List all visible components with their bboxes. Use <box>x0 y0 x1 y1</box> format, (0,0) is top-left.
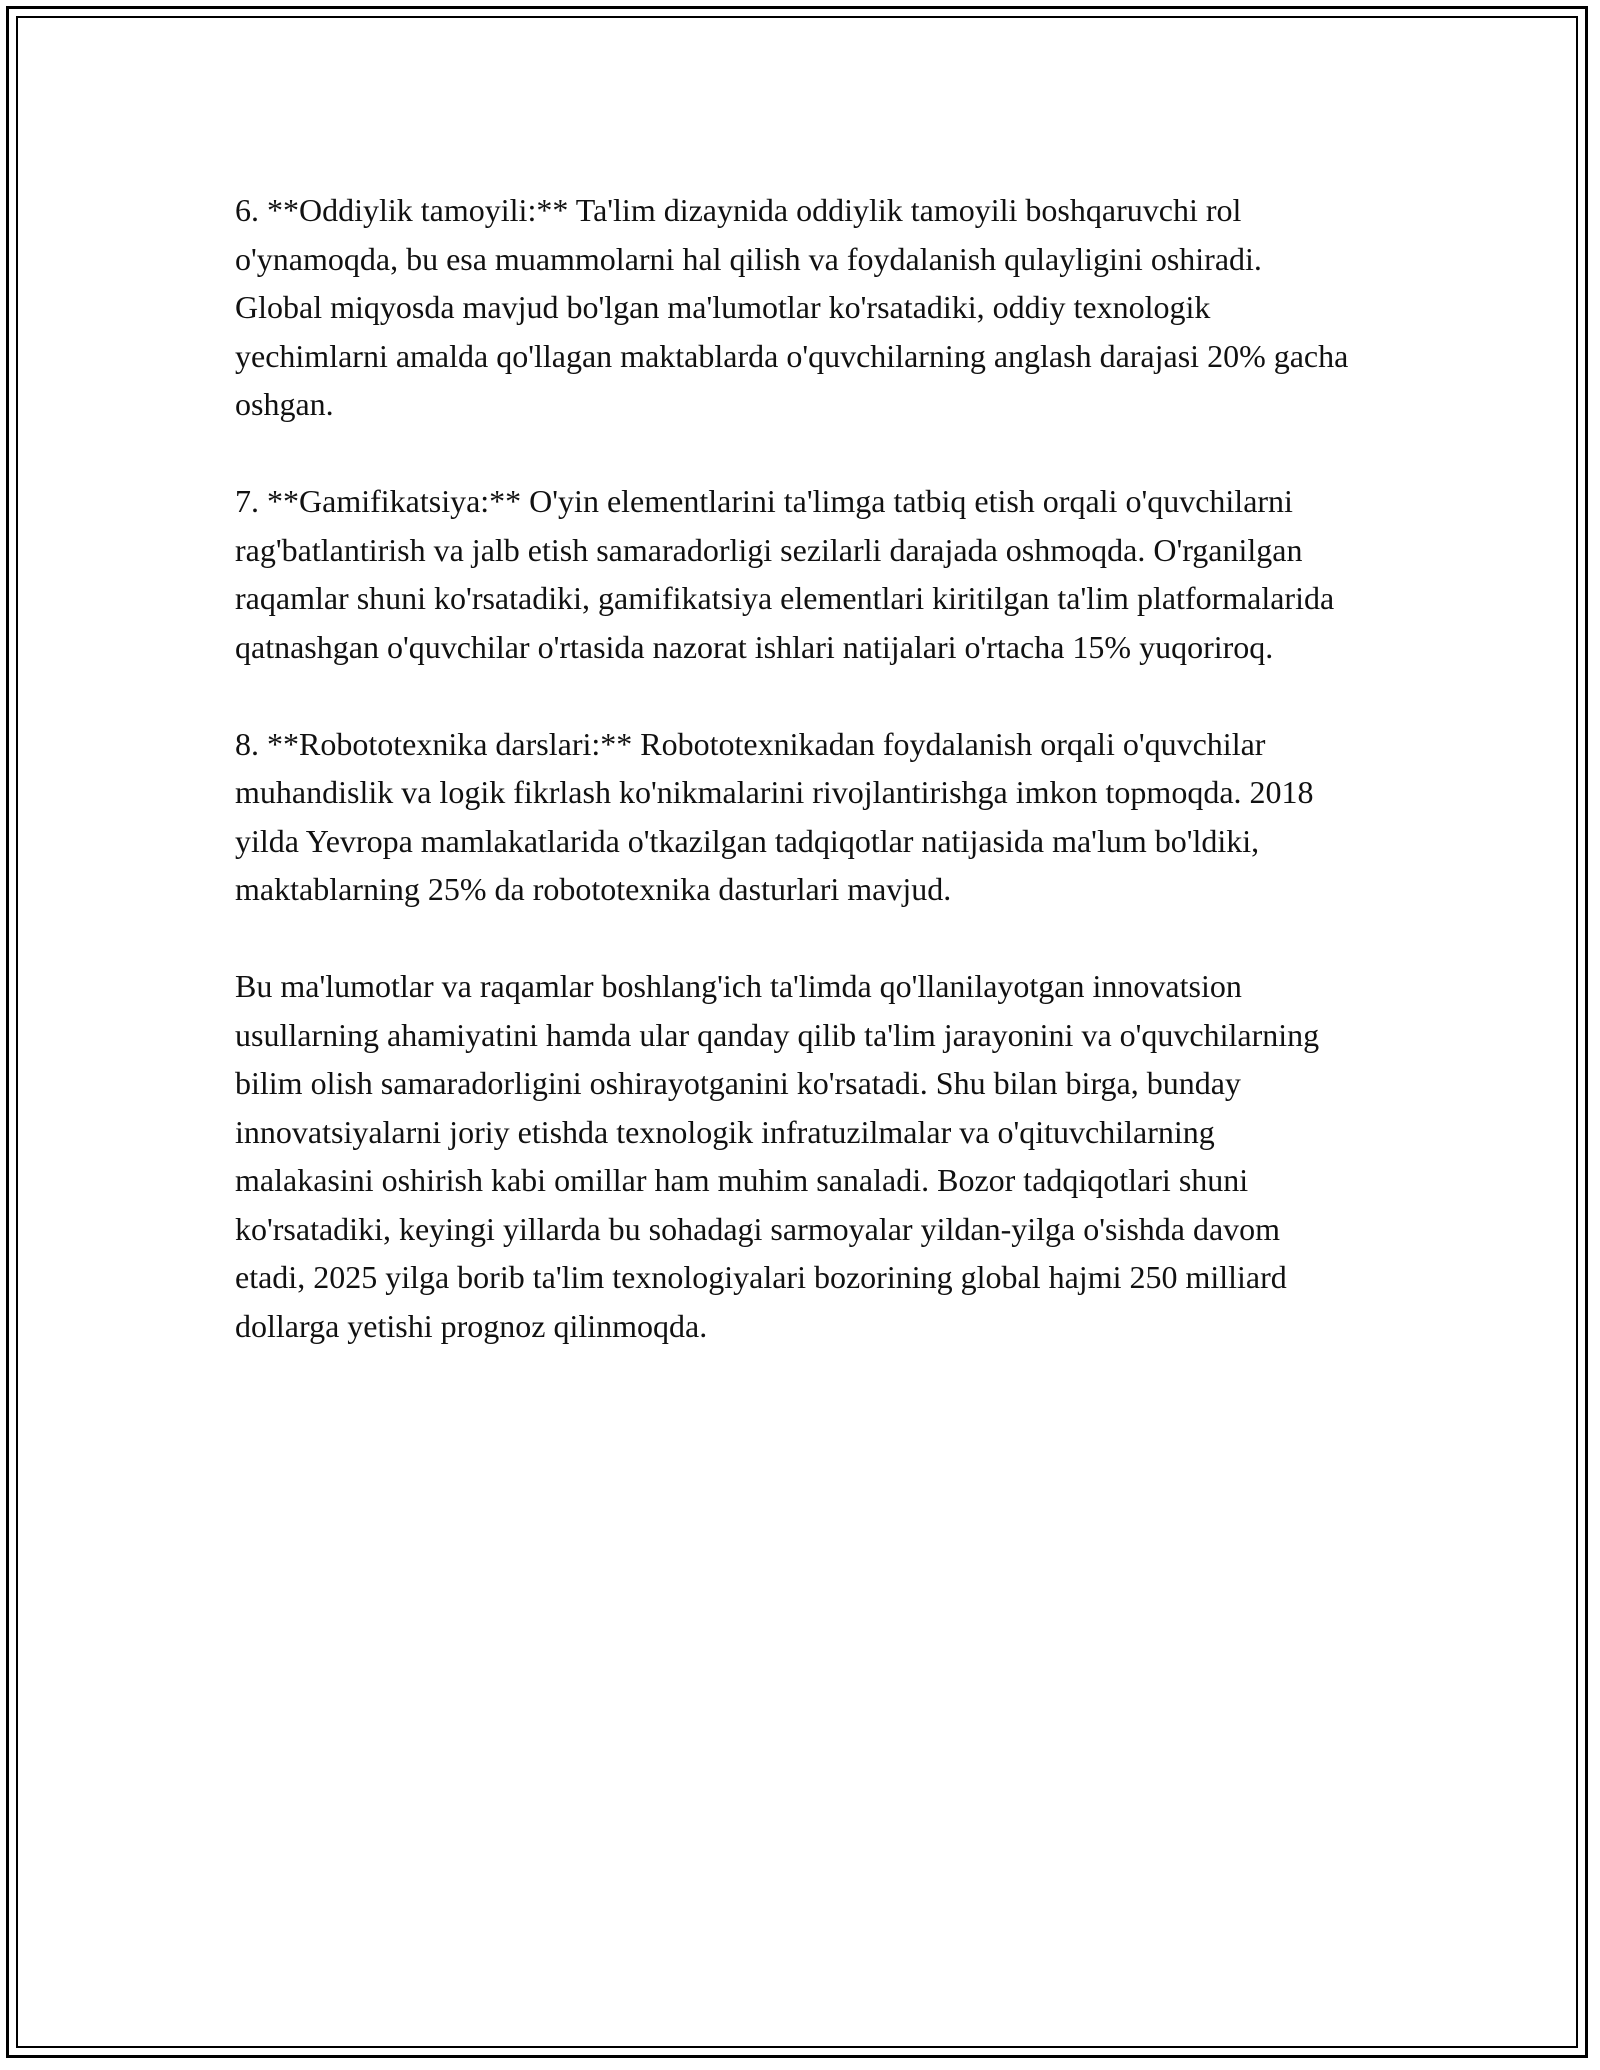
paragraph-simplicity-principle: 6. **Oddiylik tamoyili:** Ta'lim dizaynida oddiylik tamoyili boshqaruvchi rol o'ynamoqda, bu esa muammolarni hal qilish va foydalanish qulayligini oshiradi. Global miqyosda mavjud bo'lgan ma'lumotlar ko'rsatadiki, oddiy texnologik yechimlarni amalda qo'llagan maktablarda o'quvchilarning anglash darajasi 20% gacha oshgan. <box>235 192 1349 422</box>
paragraph-gamification: 7. **Gamifikatsiya:** O'yin elementlarini ta'limga tatbiq etish orqali o'quvchilarni rag'batlantirish va jalb etish samaradorligi sezilarli darajada oshmoqda. O'rganilgan raqamlar shuni ko'rsatadiki, gamifikatsiya elementlari kiritilgan ta'lim platformalarida qatnashgan o'quvchilar o'rtasida nazorat ishlari natijalari o'rtacha 15% yuqoriroq. <box>235 483 1335 665</box>
document-body <box>235 186 1355 1399</box>
paragraph-conclusion: Bu ma'lumotlar va raqamlar boshlang'ich ta'limda qo'llanilayotgan innovatsion usullarning ahamiyatini hamda ular qanday qilib ta'lim jarayonini va o'quvchilarning bilim olish samaradorligini oshirayotganini ko'rsatadi. Shu bilan birga, bunday innovatsiyalarni joriy etishda texnologik infratuzilmalar va o'qituvchilarning malakasini oshirish kabi omillar ham muhim sanaladi. Bozor tadqiqotlari shuni ko'rsatadiki, keyingi yillarda bu sohadagi sarmoyalar yildan-yilga o'sishda davom etadi, 2025 yilga borib ta'lim texnologiyalari bozorining global hajmi 250 milliard dollarga yetishi prognoz qilinmoqda. <box>235 968 1320 1344</box>
paragraph-robotics-lessons: 8. **Robototexnika darslari:** Robototexnikadan foydalanish orqali o'quvchilar muhandislik va logik fikrlash ko'nikmalarini rivojlantirishga imkon topmoqda. 2018 yilda Yevropa mamlakatlarida o'tkazilgan tadqiqotlar natijasida ma'lum bo'ldiki, maktablarning 25% da robototexnika dasturlari mavjud. <box>235 725 1314 907</box>
